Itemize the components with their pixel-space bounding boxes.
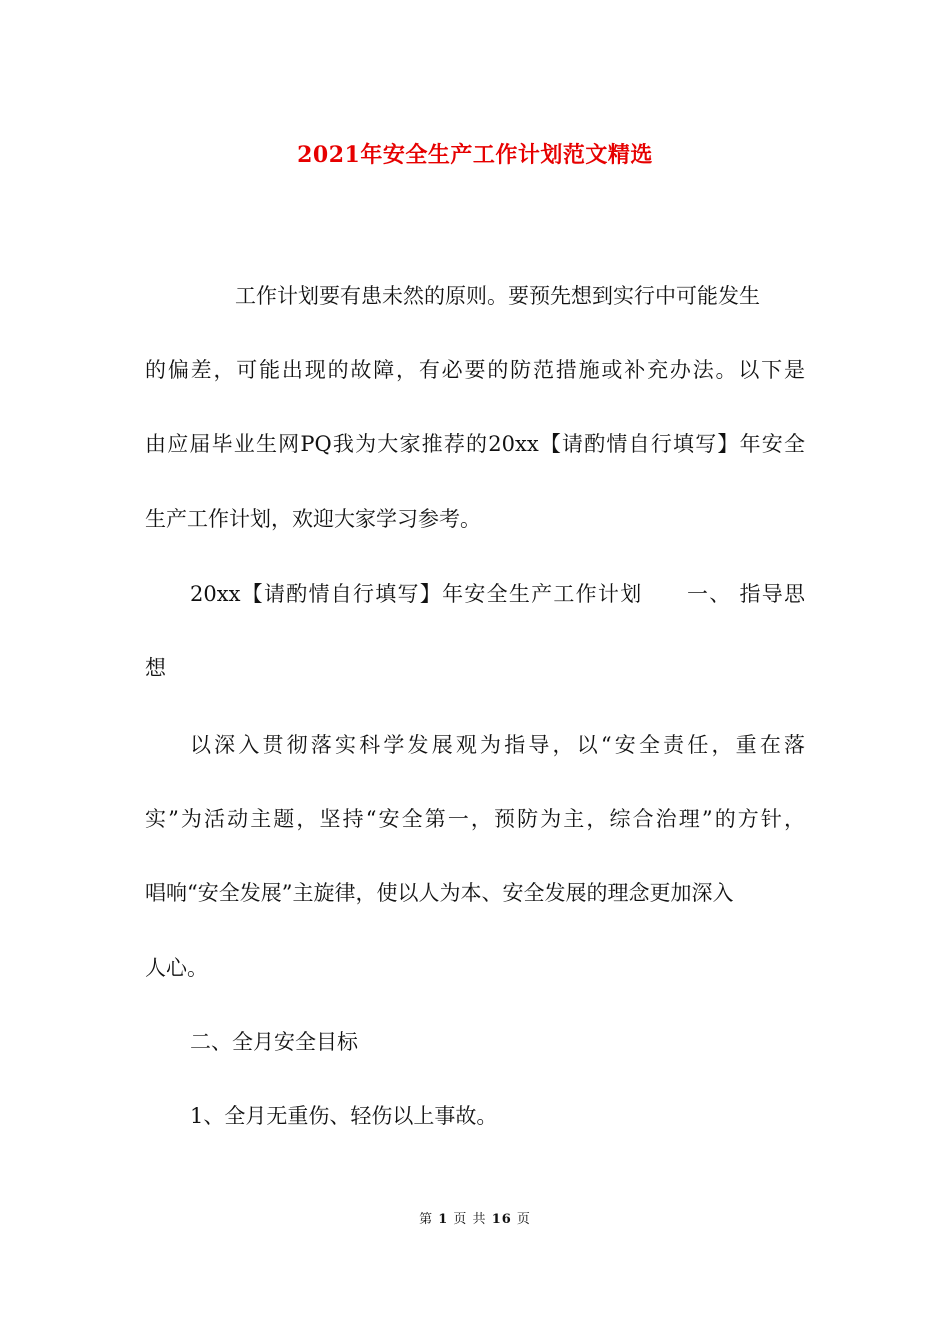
- paragraph-line: 唱响“安全发展”主旋律，使以人为本、安全发展的理念更加深入: [145, 881, 734, 905]
- footer-page-number: 1: [438, 1212, 449, 1227]
- footer-suffix: 页: [516, 1212, 531, 1227]
- paragraph-line: 的偏差，可能出现的故障，有必要的防范措施或补充办法。以下是: [145, 358, 805, 382]
- paragraph-line: 人心。: [145, 956, 208, 980]
- footer-middle: 页 共: [453, 1212, 487, 1227]
- paragraph-line: 由应届毕业生网PQ我为大家推荐的20xx【请酌情自行填写】年安全: [145, 432, 805, 456]
- section-heading-line: 20xx【请酌情自行填写】年安全生产工作计划 一、 指导思: [190, 582, 805, 606]
- document-title: 2021年安全生产工作计划范文精选: [297, 142, 653, 168]
- paragraph-line: 生产工作计划，欢迎大家学习参考。: [145, 507, 481, 531]
- list-item: 1、全月无重伤、轻伤以上事故。: [190, 1104, 498, 1128]
- section-heading-line: 想: [145, 656, 166, 680]
- paragraph-line: 以深入贯彻落实科学发展观为指导，以“安全责任，重在落: [190, 733, 805, 757]
- footer-prefix: 第: [419, 1212, 434, 1227]
- page-footer: [0, 1208, 950, 1227]
- footer-total-pages: 16: [491, 1212, 512, 1227]
- paragraph-line: 实”为活动主题，坚持“安全第一，预防为主，综合治理”的方针，: [145, 807, 805, 831]
- paragraph-line: 工作计划要有患未然的原则。要预先想到实行中可能发生: [235, 284, 760, 308]
- section-heading: 二、全月安全目标: [190, 1030, 358, 1054]
